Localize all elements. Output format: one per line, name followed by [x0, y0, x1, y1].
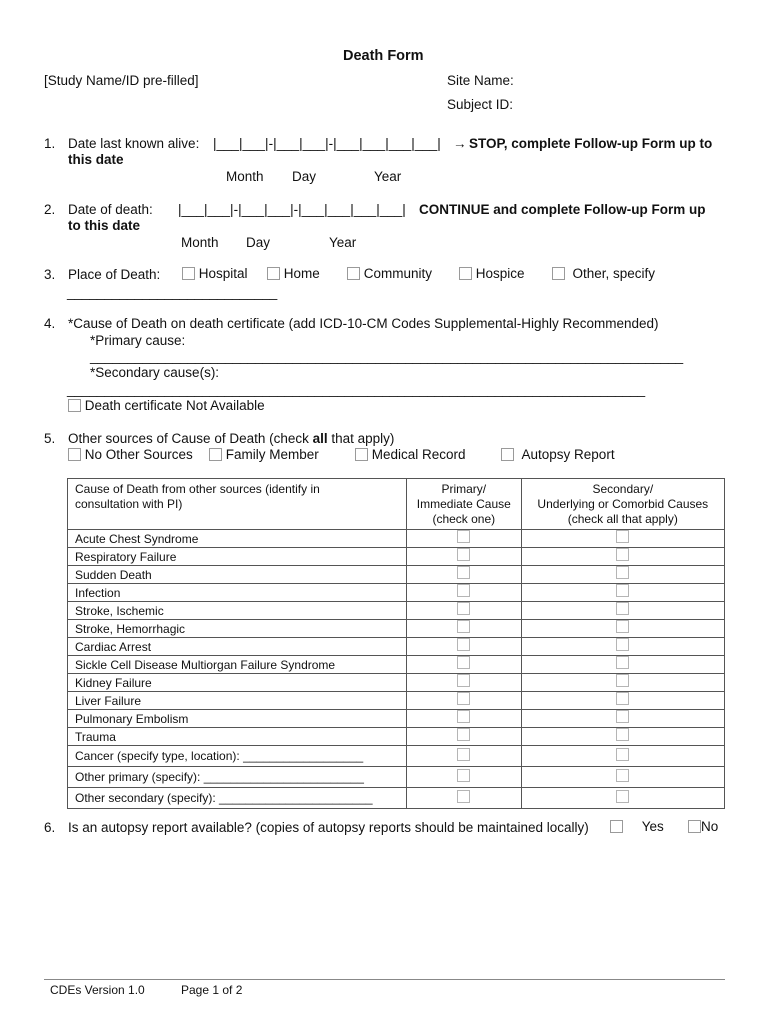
q1-date-field[interactable]: |___|___|-|___|___|-|___|___|___|___|	[213, 136, 441, 151]
primary-checkbox[interactable]	[457, 584, 470, 597]
primary-cause-field[interactable]: _______________________________________________________________________________	[90, 349, 684, 364]
primary-checkbox[interactable]	[457, 674, 470, 687]
table-row	[68, 674, 725, 692]
cause-label: Acute Chest Syndrome	[68, 530, 407, 548]
q2-instruction-cont: to this date	[68, 218, 141, 233]
primary-checkbox[interactable]	[457, 710, 470, 723]
table-row	[68, 638, 725, 656]
secondary-column-header: Secondary/ Underlying or Comorbid Causes (check all that apply)	[521, 479, 724, 530]
primary-checkbox[interactable]	[457, 620, 470, 633]
page-title: Death Form	[343, 48, 424, 64]
secondary-checkbox[interactable]	[616, 769, 629, 782]
primary-checkbox[interactable]	[457, 656, 470, 669]
home-checkbox[interactable]	[267, 267, 280, 280]
home-option[interactable]	[267, 266, 320, 281]
hospital-label: Hospital	[198, 266, 248, 281]
q1-year-label: Year	[374, 169, 402, 184]
other-specify-checkbox[interactable]	[552, 267, 565, 280]
table-header-row	[68, 479, 725, 530]
family-member-option[interactable]	[209, 447, 319, 462]
q2-day-label: Day	[246, 235, 271, 250]
table-row	[68, 788, 725, 809]
cause-label: Pulmonary Embolism	[68, 710, 407, 728]
table-row	[68, 584, 725, 602]
other-specify-label: Other, specify	[572, 266, 656, 281]
hospice-option[interactable]	[459, 266, 525, 281]
footer-divider	[44, 979, 725, 980]
study-name: [Study Name/ID pre-filled]	[44, 73, 199, 88]
medical-record-label: Medical Record	[371, 447, 466, 462]
q3-number: 3.	[44, 267, 56, 282]
q6-label: Is an autopsy report available? (copies of autopsy reports should be maintained locally)	[68, 820, 589, 835]
q1-instruction: STOP, complete Follow-up Form up to	[469, 136, 713, 151]
footer-page: Page 1 of 2	[181, 983, 243, 997]
family-member-checkbox[interactable]	[209, 448, 222, 461]
secondary-checkbox[interactable]	[616, 710, 629, 723]
q3-other-field[interactable]: ____________________________	[67, 285, 278, 300]
primary-checkbox[interactable]	[457, 790, 470, 803]
secondary-cause-field[interactable]: _____________________________________________________________________________	[67, 382, 646, 397]
medical-record-checkbox[interactable]	[355, 448, 368, 461]
cause-label: Sudden Death	[68, 566, 407, 584]
table-row	[68, 767, 725, 788]
autopsy-report-checkbox[interactable]	[501, 448, 514, 461]
cause-label: Sickle Cell Disease Multiorgan Failure Syndrome	[68, 656, 407, 674]
primary-cause-label: *Primary cause:	[90, 333, 186, 348]
no-other-sources-option[interactable]	[68, 447, 193, 462]
secondary-checkbox[interactable]	[616, 656, 629, 669]
q2-year-label: Year	[329, 235, 357, 250]
secondary-checkbox[interactable]	[616, 530, 629, 543]
q1-day-label: Day	[292, 169, 317, 184]
primary-checkbox[interactable]	[457, 548, 470, 561]
secondary-checkbox[interactable]	[616, 790, 629, 803]
table-row	[68, 746, 725, 767]
cause-label: Infection	[68, 584, 407, 602]
secondary-checkbox[interactable]	[616, 566, 629, 579]
autopsy-no-label: No	[701, 819, 719, 834]
site-name-label: Site Name:	[447, 73, 514, 88]
cert-not-available-option[interactable]	[68, 398, 265, 413]
q1-number: 1.	[44, 136, 56, 151]
secondary-checkbox[interactable]	[616, 602, 629, 615]
community-label: Community	[363, 266, 433, 281]
q2-instruction: CONTINUE and complete Follow-up Form up	[419, 202, 706, 217]
footer-version: CDEs Version 1.0	[50, 983, 145, 997]
primary-checkbox[interactable]	[457, 748, 470, 761]
table-row	[68, 656, 725, 674]
cause-column-header: Cause of Death from other sources (identify in consultation with PI)	[68, 479, 407, 530]
primary-checkbox[interactable]	[457, 602, 470, 615]
cert-not-available-checkbox[interactable]	[68, 399, 81, 412]
community-option[interactable]	[347, 266, 432, 281]
secondary-checkbox[interactable]	[616, 692, 629, 705]
cause-label: Stroke, Ischemic	[68, 602, 407, 620]
q2-label: Date of death:	[68, 202, 153, 217]
q6-number: 6.	[44, 820, 56, 835]
table-row	[68, 548, 725, 566]
autopsy-yes-option[interactable]	[610, 819, 664, 834]
table-row	[68, 530, 725, 548]
cause-label[interactable]: Cancer (specify type, location): __________________	[68, 746, 407, 767]
q5-label: Other sources of Cause of Death (check all that apply)	[68, 431, 395, 446]
cause-label: Cardiac Arrest	[68, 638, 407, 656]
medical-record-option[interactable]	[355, 447, 466, 462]
q3-label: Place of Death:	[68, 267, 161, 282]
secondary-checkbox[interactable]	[616, 748, 629, 761]
q2-date-field[interactable]: |___|___|-|___|___|-|___|___|___|___|	[178, 202, 406, 217]
secondary-checkbox[interactable]	[616, 674, 629, 687]
family-member-label: Family Member	[225, 447, 319, 462]
no-other-sources-checkbox[interactable]	[68, 448, 81, 461]
secondary-checkbox[interactable]	[616, 728, 629, 741]
cause-of-death-table	[67, 478, 725, 809]
q5-number: 5.	[44, 431, 56, 446]
cause-label[interactable]: Other secondary (specify): _______________________	[68, 788, 407, 809]
q1-month-label: Month	[226, 169, 264, 184]
secondary-cause-label: *Secondary cause(s):	[90, 365, 220, 380]
primary-checkbox[interactable]	[457, 530, 470, 543]
cert-not-available-label: Death certificate Not Available	[84, 398, 265, 413]
autopsy-no-checkbox[interactable]	[688, 820, 701, 833]
autopsy-yes-checkbox[interactable]	[610, 820, 623, 833]
q2-number: 2.	[44, 202, 56, 217]
secondary-checkbox[interactable]	[616, 584, 629, 597]
community-checkbox[interactable]	[347, 267, 360, 280]
cause-label: Kidney Failure	[68, 674, 407, 692]
table-row	[68, 602, 725, 620]
primary-checkbox[interactable]	[457, 728, 470, 741]
q1-arrow-icon: →	[453, 136, 467, 151]
other-specify-option[interactable]	[552, 266, 655, 281]
secondary-checkbox[interactable]	[616, 548, 629, 561]
home-label: Home	[283, 266, 320, 281]
hospice-label: Hospice	[475, 266, 525, 281]
table-row	[68, 566, 725, 584]
secondary-checkbox[interactable]	[616, 620, 629, 633]
autopsy-report-label: Autopsy Report	[521, 447, 615, 462]
hospital-checkbox[interactable]	[182, 267, 195, 280]
autopsy-no-option[interactable]	[688, 819, 718, 834]
primary-checkbox[interactable]	[457, 769, 470, 782]
table-row	[68, 692, 725, 710]
primary-column-header: Primary/ Immediate Cause (check one)	[407, 479, 522, 530]
cause-label: Respiratory Failure	[68, 548, 407, 566]
q4-number: 4.	[44, 316, 56, 331]
q2-month-label: Month	[181, 235, 219, 250]
no-other-sources-label: No Other Sources	[84, 447, 193, 462]
q4-label: *Cause of Death on death certificate (add ICD-10-CM Codes Supplemental-Highly Recommended)	[68, 316, 659, 331]
q1-label: Date last known alive:	[68, 136, 200, 151]
primary-checkbox[interactable]	[457, 566, 470, 579]
table-row	[68, 728, 725, 746]
subject-id-label: Subject ID:	[447, 97, 514, 112]
primary-checkbox[interactable]	[457, 638, 470, 651]
cause-label: Stroke, Hemorrhagic	[68, 620, 407, 638]
hospital-option[interactable]	[182, 266, 248, 281]
table-row	[68, 710, 725, 728]
primary-checkbox[interactable]	[457, 692, 470, 705]
autopsy-yes-label: Yes	[641, 819, 664, 834]
cause-label[interactable]: Other primary (specify): ________________________	[68, 767, 407, 788]
cause-label: Liver Failure	[68, 692, 407, 710]
autopsy-report-option[interactable]	[501, 447, 615, 462]
q1-instruction-cont: this date	[68, 152, 124, 167]
table-row	[68, 620, 725, 638]
hospice-checkbox[interactable]	[459, 267, 472, 280]
cause-label: Trauma	[68, 728, 407, 746]
secondary-checkbox[interactable]	[616, 638, 629, 651]
